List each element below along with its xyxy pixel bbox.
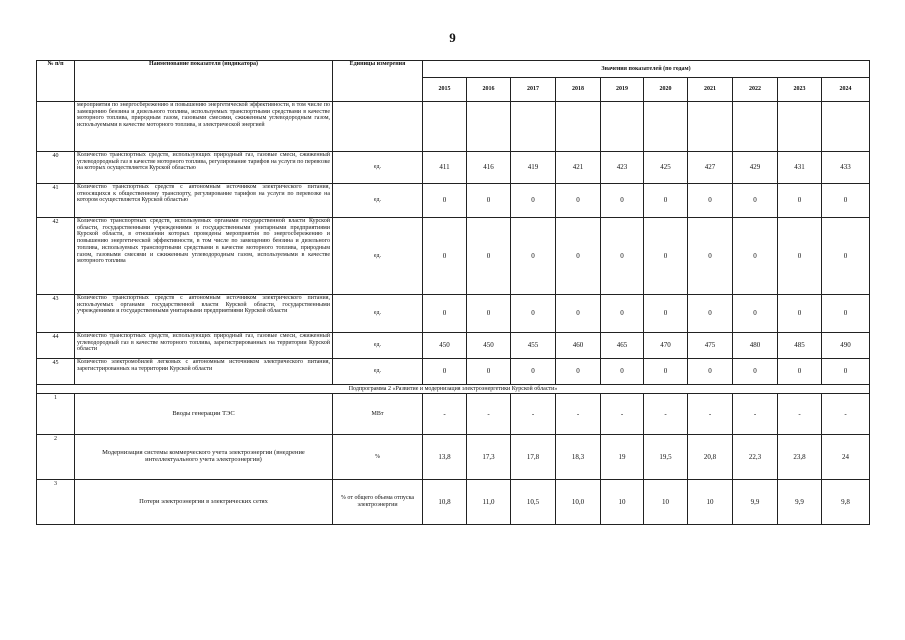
value-cell: - — [467, 394, 511, 435]
value-cell: 9,8 — [822, 480, 870, 525]
value-cell: 0 — [733, 359, 778, 385]
value-cell: - — [688, 394, 733, 435]
value-cell: 480 — [733, 333, 778, 359]
indicator-name: Количество транспортных средств с автономным источником электрического питания, используемых органами государственной власти Курской области, государственными учреждениями и государственными унитарными предприятиями Курской области — [75, 295, 333, 333]
unit-cell: ед. — [333, 359, 423, 385]
value-cell: 13,8 — [423, 435, 467, 480]
row-number: 43 — [37, 295, 75, 333]
subprogram-title: Подпрограмма 2 «Развитие и модернизация электроэнергетики Курской области» — [37, 385, 870, 394]
value-cell: 470 — [644, 333, 688, 359]
value-cell: 10 — [601, 480, 644, 525]
value-cell — [423, 102, 467, 152]
header-num: № п/п — [37, 61, 75, 102]
value-cell: 0 — [644, 184, 688, 218]
row-number: 40 — [37, 152, 75, 184]
value-cell: 0 — [423, 184, 467, 218]
row-number — [37, 102, 75, 152]
year-header: 2023 — [778, 78, 822, 102]
page-number: 9 — [449, 30, 456, 45]
table-row — [37, 218, 870, 295]
value-cell: 475 — [688, 333, 733, 359]
value-cell: 10,8 — [423, 480, 467, 525]
unit-cell — [333, 102, 423, 152]
indicator-name: Количество транспортных средств, использующих природный газ, газовые смеси, сжиженный углеводородный газ в качестве моторного топлива, зарегистрированных на территории Курской области — [75, 333, 333, 359]
value-cell: 10 — [644, 480, 688, 525]
row-number: 42 — [37, 218, 75, 295]
year-header: 2024 — [822, 78, 870, 102]
unit-cell: ед. — [333, 218, 423, 295]
value-cell: 419 — [511, 152, 556, 184]
value-cell: 0 — [511, 295, 556, 333]
value-cell: 0 — [467, 218, 511, 295]
value-cell: 0 — [467, 295, 511, 333]
indicator-name: Потери электроэнергии в электрических сетях — [75, 480, 333, 525]
value-cell: 0 — [688, 184, 733, 218]
value-cell — [733, 102, 778, 152]
value-cell: 24 — [822, 435, 870, 480]
value-cell: 20,8 — [688, 435, 733, 480]
indicator-name: Количество транспортных средств с автономным источником электрического питания, относящихся к общественному транспорту, регулирование тарифов на услуги по перевозке на котором осуществляется Курской областью — [75, 184, 333, 218]
value-cell — [511, 102, 556, 152]
value-cell — [467, 102, 511, 152]
value-cell: 0 — [822, 295, 870, 333]
row-number: 41 — [37, 184, 75, 218]
value-cell: 0 — [733, 218, 778, 295]
value-cell: - — [733, 394, 778, 435]
value-cell: 0 — [601, 218, 644, 295]
unit-cell: ед. — [333, 295, 423, 333]
value-cell: - — [511, 394, 556, 435]
value-cell — [556, 102, 601, 152]
year-header: 2018 — [556, 78, 601, 102]
value-cell: - — [644, 394, 688, 435]
header-unit: Единицы измерения — [333, 61, 423, 102]
unit-cell: ед. — [333, 184, 423, 218]
value-cell: 0 — [778, 184, 822, 218]
value-cell: 0 — [556, 218, 601, 295]
value-cell: 455 — [511, 333, 556, 359]
year-header: 2022 — [733, 78, 778, 102]
value-cell: 18,3 — [556, 435, 601, 480]
table-row — [37, 333, 870, 359]
value-cell: 0 — [601, 184, 644, 218]
value-cell: - — [423, 394, 467, 435]
value-cell: 0 — [511, 184, 556, 218]
value-cell: 460 — [556, 333, 601, 359]
indicators-table — [36, 60, 870, 525]
unit-cell: ед. — [333, 333, 423, 359]
value-cell: 465 — [601, 333, 644, 359]
value-cell: 450 — [467, 333, 511, 359]
header-name: Наименование показателя (индикатора) — [75, 61, 333, 102]
value-cell: 19 — [601, 435, 644, 480]
indicator-name: Количество электромобилей легковых с автономным источником электрического питания, зарегистрированных на территории Курской области — [75, 359, 333, 385]
indicator-name: Количество транспортных средств, используемых органами государственной власти Курской области, государственными учреждениями и государственными унитарными предприятиями Курской области, в отношении которых проведены мероприятия по энергосбережению и повышению энергетической эффективности, в том числе по замещению бензина и дизельного топлива, используемых транспортными средствами в качестве моторного топлива, природным газом, газовыми смесями и сжиженным углеводородным газом, используемыми в качестве моторного топлива — [75, 218, 333, 295]
value-cell: 0 — [778, 359, 822, 385]
value-cell: 11,0 — [467, 480, 511, 525]
value-cell: - — [778, 394, 822, 435]
year-header: 2020 — [644, 78, 688, 102]
value-cell: 23,8 — [778, 435, 822, 480]
table-row — [37, 102, 870, 152]
table-row — [37, 394, 870, 435]
value-cell: 0 — [556, 184, 601, 218]
table-row — [37, 184, 870, 218]
value-cell: 0 — [556, 359, 601, 385]
value-cell: 450 — [423, 333, 467, 359]
header-values: Значения показателей (по годам) — [423, 61, 870, 78]
value-cell: 485 — [778, 333, 822, 359]
table-row — [37, 435, 870, 480]
indicator-name: Модернизация системы коммерческого учета электроэнергии (внедрение интеллектуального учета электроэнергии) — [75, 435, 333, 480]
year-header: 2017 — [511, 78, 556, 102]
value-cell: 0 — [688, 295, 733, 333]
value-cell: 423 — [601, 152, 644, 184]
unit-cell: ед. — [333, 152, 423, 184]
row-number: 1 — [37, 394, 75, 435]
value-cell: 0 — [644, 295, 688, 333]
value-cell: 0 — [644, 218, 688, 295]
subprogram-row — [37, 385, 870, 394]
value-cell: 0 — [467, 184, 511, 218]
value-cell: 9,9 — [778, 480, 822, 525]
value-cell: - — [822, 394, 870, 435]
table-row — [37, 295, 870, 333]
value-cell: 0 — [601, 359, 644, 385]
value-cell: 0 — [822, 184, 870, 218]
value-cell: 0 — [511, 359, 556, 385]
value-cell: 0 — [733, 295, 778, 333]
value-cell: 0 — [733, 184, 778, 218]
value-cell: 0 — [688, 359, 733, 385]
indicator-name: Вводы генерации ТЭС — [75, 394, 333, 435]
value-cell: 0 — [644, 359, 688, 385]
year-header: 2016 — [467, 78, 511, 102]
value-cell: 490 — [822, 333, 870, 359]
value-cell: 0 — [423, 295, 467, 333]
indicator-name: Количество транспортных средств, использующих природный газ, газовые смеси, сжиженный углеводородный газ в качестве моторного топлива, регулирование тарифов на услуги по перевозке на которых осуществляется Курской областью — [75, 152, 333, 184]
value-cell: 0 — [423, 218, 467, 295]
table-row — [37, 152, 870, 184]
value-cell: 0 — [688, 218, 733, 295]
indicator-name: мероприятия по энергосбережению и повышению энергетической эффективности, в том числе по замещению бензина и дизельного топлива, используемых транспортными средствами в качестве моторного топлива, природным газом, газовыми смесями, сжиженным углеводородным газом, используемыми в качестве моторного топлива, и электрической энергией — [75, 102, 333, 152]
unit-cell: % от общего объема отпуска электроэнергии — [333, 480, 423, 525]
row-number: 45 — [37, 359, 75, 385]
value-cell: 17,8 — [511, 435, 556, 480]
value-cell: 0 — [601, 295, 644, 333]
value-cell — [644, 102, 688, 152]
table-row — [37, 480, 870, 525]
table-row — [37, 359, 870, 385]
value-cell: 425 — [644, 152, 688, 184]
year-header: 2015 — [423, 78, 467, 102]
value-cell: - — [601, 394, 644, 435]
value-cell: 0 — [822, 218, 870, 295]
value-cell: 0 — [778, 295, 822, 333]
value-cell: 431 — [778, 152, 822, 184]
value-cell: 411 — [423, 152, 467, 184]
value-cell — [688, 102, 733, 152]
value-cell: 19,5 — [644, 435, 688, 480]
value-cell: 10,5 — [511, 480, 556, 525]
row-number: 2 — [37, 435, 75, 480]
value-cell: 429 — [733, 152, 778, 184]
value-cell: 427 — [688, 152, 733, 184]
row-number: 3 — [37, 480, 75, 525]
value-cell: 22,3 — [733, 435, 778, 480]
value-cell: 10,0 — [556, 480, 601, 525]
value-cell: 421 — [556, 152, 601, 184]
value-cell: 416 — [467, 152, 511, 184]
unit-cell: МВт — [333, 394, 423, 435]
value-cell: 0 — [423, 359, 467, 385]
year-header: 2019 — [601, 78, 644, 102]
value-cell: 0 — [511, 218, 556, 295]
value-cell: 0 — [822, 359, 870, 385]
year-header: 2021 — [688, 78, 733, 102]
value-cell: 0 — [467, 359, 511, 385]
unit-cell: % — [333, 435, 423, 480]
value-cell: 9,9 — [733, 480, 778, 525]
row-number: 44 — [37, 333, 75, 359]
value-cell: 0 — [556, 295, 601, 333]
value-cell: 433 — [822, 152, 870, 184]
value-cell: 17,3 — [467, 435, 511, 480]
value-cell: - — [556, 394, 601, 435]
value-cell — [601, 102, 644, 152]
value-cell — [778, 102, 822, 152]
value-cell: 10 — [688, 480, 733, 525]
value-cell — [822, 102, 870, 152]
value-cell: 0 — [778, 218, 822, 295]
